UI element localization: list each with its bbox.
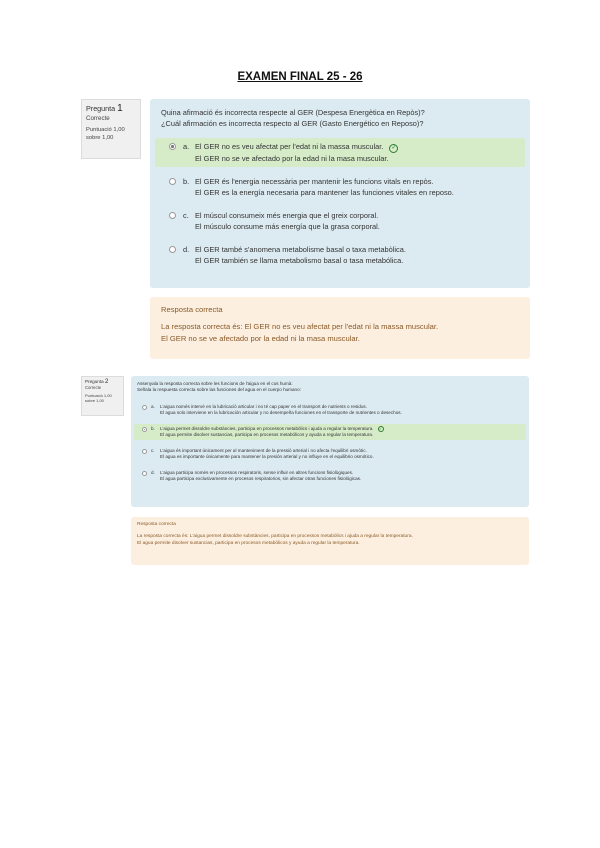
feedback-answer-ca: La resposta correcta és: L'aigua permet dissoldre substàncies, participa en processos metabòlics i ajuda a regular la temperatura. xyxy=(137,534,413,539)
option-text-es: El músculo consume más energía que la grasa corporal. xyxy=(195,222,380,231)
question-2-feedback xyxy=(131,517,529,565)
option-letter: d. xyxy=(151,470,155,475)
question-1-info xyxy=(81,99,141,159)
question-2-info xyxy=(81,376,124,416)
question-prompt-es: ¿Cuál afirmación es incorrecta respecto al GER (Gasto Energético en Reposo)? xyxy=(161,119,424,128)
question-prompt-es: Señala la respuesta correcta sobre las funciones del agua en el cuerpo humano: xyxy=(137,387,301,392)
question-score: Puntuació 1,00 xyxy=(85,393,112,398)
exam-title: EXAMEN FINAL 25 - 26 xyxy=(237,71,363,83)
answer-option-d[interactable] xyxy=(155,241,525,269)
option-text-ca: El GER és l'energia necessària per mantenir les funcions vitals en repòs. xyxy=(195,177,434,186)
option-text-es: El agua participa exclusivamente en procesos respiratorios, sin afectar otras funciones fisiológicas. xyxy=(160,476,362,481)
option-text-ca: El GER també s'anomena metabolisme basal o taxa metabòlica. xyxy=(195,245,406,254)
feedback-title: Resposta correcta xyxy=(137,522,176,527)
answer-option-c[interactable] xyxy=(134,446,526,462)
answer-option-a[interactable] xyxy=(155,138,525,167)
option-text-ca: El múscul consumeix més energia que el greix corporal. xyxy=(195,211,379,220)
question-1-body xyxy=(150,99,530,288)
option-text-ca: El GER no es veu afectat per l'edat ni la massa muscular. xyxy=(195,142,384,151)
question-status: Correcte xyxy=(85,385,102,390)
question-prompt-ca: Assenyala la resposta correcta sobre les funcions de l'aigua en el cos humà: xyxy=(137,381,293,386)
option-letter: b. xyxy=(183,177,190,186)
question-status: Correcte xyxy=(86,115,110,122)
question-2-body xyxy=(131,376,529,507)
radio-selected-icon[interactable] xyxy=(169,143,176,150)
option-text-es: El GER es la energía necesaria para mantener las funciones vitales en reposo. xyxy=(195,188,454,197)
option-text-es: El agua permite disolver sustancias, participa en procesos metabólicos y ayuda a regular la temperatura. xyxy=(160,432,374,437)
option-text-ca: L'aigua només intervé en la lubricació articular i no té cap paper en el transport de nutrients o residus. xyxy=(160,404,367,409)
answer-option-b[interactable] xyxy=(155,173,525,201)
answer-option-d[interactable] xyxy=(134,468,526,484)
option-text-ca: L'aigua és important únicament per al manteniment de la pressió arterial i no afecta l'equilibri osmòtic. xyxy=(160,448,367,453)
radio-selected-icon[interactable] xyxy=(142,427,147,432)
question-score-max: sobre 1,00 xyxy=(86,135,114,141)
option-text-es: El GER también se llama metabolismo basal o tasa metabólica. xyxy=(195,256,404,265)
correct-check-icon: ✓ xyxy=(391,145,397,151)
radio-icon[interactable] xyxy=(169,246,176,253)
option-text-es: El GER no se ve afectado por la edad ni la masa muscular. xyxy=(195,154,389,163)
option-letter: c. xyxy=(151,448,155,453)
question-score: Puntuació 1,00 xyxy=(86,127,125,133)
answer-option-a[interactable] xyxy=(134,402,526,418)
option-text-es: El agua es importante únicamente para mantener la presión arterial y no influye en el equilibrio osmótico. xyxy=(160,454,374,459)
feedback-answer-es: El agua permite disolver sustancias, participa en procesos metabólicos y ayuda a regular la temperatura. xyxy=(137,541,360,546)
correct-check-icon: ✓ xyxy=(378,426,383,431)
answer-option-c[interactable] xyxy=(155,207,525,235)
radio-icon[interactable] xyxy=(169,178,176,185)
feedback-answer-es: El GER no se ve afectado por la edad ni la masa muscular. xyxy=(161,334,360,343)
option-text-ca: L'aigua participa només en processos respiratoris, sense influir en altres funcions fisiològiques. xyxy=(160,470,354,475)
radio-icon[interactable] xyxy=(142,449,147,454)
question-number: 1 xyxy=(117,103,123,114)
radio-icon[interactable] xyxy=(142,405,147,410)
option-text-es: El agua solo interviene en la lubricación articular y no desempeña funciones en el transporte de nutrientes o desechos. xyxy=(160,410,402,415)
option-letter: d. xyxy=(183,245,190,254)
option-text-ca: L'aigua permet dissoldre substàncies, participa en processos metabòlics i ajuda a regular la temperatura. xyxy=(160,426,374,431)
option-letter: b. xyxy=(151,426,155,431)
option-letter: c. xyxy=(183,211,189,220)
question-score-max: sobre 1,00 xyxy=(85,398,104,403)
feedback-answer-ca: La resposta correcta és: El GER no es veu afectat per l'edat ni la massa muscular. xyxy=(161,322,439,331)
radio-icon[interactable] xyxy=(142,471,147,476)
answer-option-b[interactable] xyxy=(134,424,526,440)
question-number: 2 xyxy=(104,379,109,385)
option-letter: a. xyxy=(183,142,190,151)
question-1-feedback xyxy=(150,297,530,359)
question-label: Pregunta xyxy=(86,104,116,113)
option-letter: a. xyxy=(151,404,155,409)
feedback-title: Resposta correcta xyxy=(161,305,223,314)
question-prompt-ca: Quina afirmació és incorrecta respecte al GER (Despesa Energètica en Repòs)? xyxy=(161,108,425,117)
question-label: Pregunta xyxy=(85,379,104,384)
radio-icon[interactable] xyxy=(169,212,176,219)
